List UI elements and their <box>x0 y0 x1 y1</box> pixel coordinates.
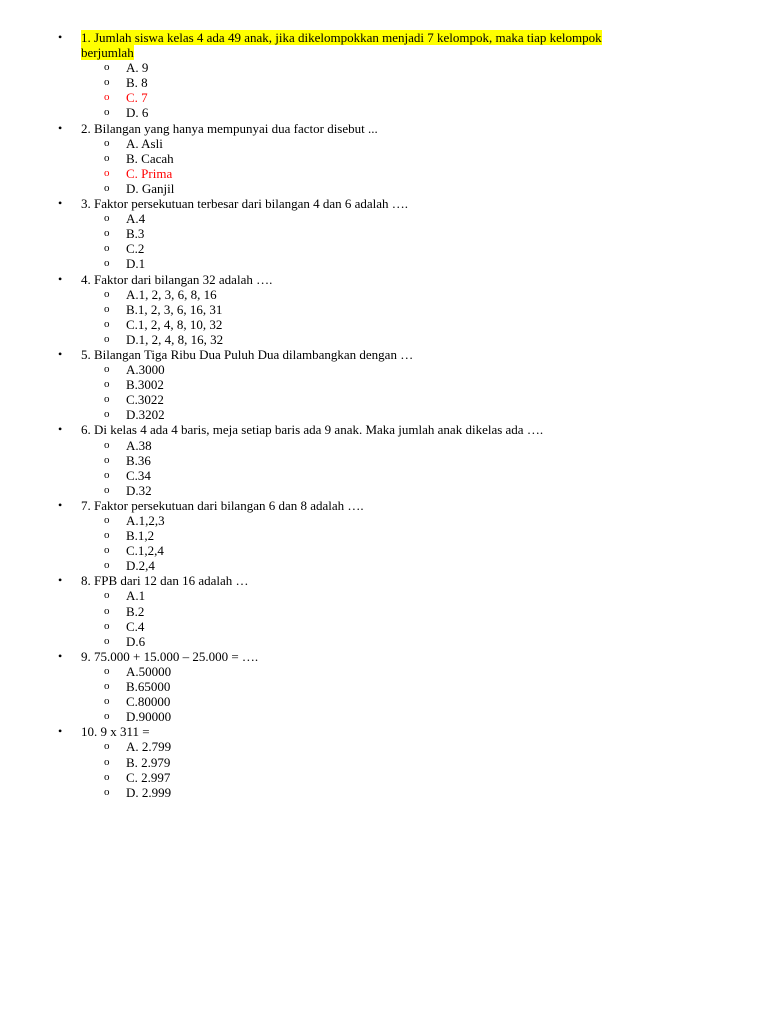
question-7 <box>58 498 698 573</box>
option-a <box>58 513 698 528</box>
option-text: D.1, 2, 4, 8, 16, 32 <box>126 331 224 347</box>
question-7-header <box>58 498 698 513</box>
option-c <box>58 619 698 634</box>
bullet-icon: • <box>58 422 63 437</box>
question-3-header <box>58 196 698 211</box>
option-b <box>58 302 698 317</box>
option-text: D.2,4 <box>126 558 155 574</box>
circle-bullet-icon: o <box>104 453 110 466</box>
question-1-text <box>81 30 698 60</box>
option-b <box>58 226 698 241</box>
option-c <box>58 770 698 785</box>
option-b <box>58 377 698 392</box>
bullet-icon: • <box>58 120 63 135</box>
option-c <box>58 468 698 483</box>
circle-bullet-icon: o <box>104 619 110 632</box>
option-b <box>58 679 698 694</box>
bullet-icon: • <box>58 573 63 588</box>
circle-bullet-icon: o <box>104 363 110 376</box>
circle-bullet-icon: o <box>104 664 110 677</box>
option-text: A.38 <box>126 437 152 453</box>
circle-bullet-icon: o <box>104 544 110 557</box>
circle-bullet-icon: o <box>104 378 110 391</box>
option-text: A. Asli <box>126 135 163 151</box>
circle-bullet-icon: o <box>104 302 110 315</box>
option-text: D.1 <box>126 256 146 272</box>
circle-bullet-icon: o <box>104 242 110 255</box>
bullet-icon: • <box>58 196 63 211</box>
option-c <box>58 317 698 332</box>
option-text: B.3 <box>126 226 145 242</box>
option-text: B.1,2 <box>126 528 155 544</box>
option-text: B.65000 <box>126 679 171 695</box>
option-d <box>58 558 698 573</box>
option-d <box>58 634 698 649</box>
circle-bullet-icon: o <box>104 589 110 602</box>
circle-bullet-icon: o <box>104 634 110 647</box>
option-d <box>58 256 698 271</box>
option-b <box>58 453 698 468</box>
bullet-icon: • <box>58 648 63 663</box>
bullet-icon: • <box>58 346 63 361</box>
option-text: C.80000 <box>126 694 171 710</box>
question-8 <box>58 573 698 648</box>
question-3 <box>58 196 698 271</box>
circle-bullet-icon: o <box>104 468 110 481</box>
option-text: A.1, 2, 3, 6, 8, 16 <box>126 286 217 302</box>
bullet-icon: • <box>58 724 63 739</box>
circle-bullet-icon: o <box>104 710 110 723</box>
bullet-icon: • <box>58 271 63 286</box>
option-text: C. Prima <box>126 165 173 181</box>
option-b <box>58 755 698 770</box>
circle-bullet-icon: o <box>104 514 110 526</box>
option-text: C.3022 <box>126 392 164 408</box>
option-text: A.50000 <box>126 663 172 679</box>
option-text: C. 7 <box>126 90 148 106</box>
question-5-text: 5. Bilangan Tiga Ribu Dua Puluh Dua dilambangkan dengan … <box>81 346 414 362</box>
circle-bullet-icon: o <box>104 166 110 179</box>
option-c <box>58 241 698 256</box>
option-text: D. 6 <box>126 105 149 121</box>
circle-bullet-icon: o <box>104 332 110 345</box>
question-9 <box>58 649 698 724</box>
option-text: B. 8 <box>126 75 148 91</box>
question-9-text: 9. 75.000 + 15.000 – 25.000 = …. <box>81 648 259 664</box>
option-text: D.32 <box>126 482 152 498</box>
option-a <box>58 362 698 377</box>
question-8-header <box>58 573 698 588</box>
option-b <box>58 75 698 90</box>
circle-bullet-icon: o <box>104 483 110 496</box>
option-a <box>58 664 698 679</box>
option-a <box>58 287 698 302</box>
option-a <box>58 136 698 151</box>
option-text: A. 9 <box>126 60 149 76</box>
circle-bullet-icon: o <box>104 529 110 542</box>
circle-bullet-icon: o <box>104 695 110 708</box>
circle-bullet-icon: o <box>104 559 110 572</box>
circle-bullet-icon: o <box>104 76 110 89</box>
option-b <box>58 528 698 543</box>
question-2 <box>58 121 698 196</box>
question-1-header <box>58 30 698 60</box>
option-a <box>58 739 698 754</box>
circle-bullet-icon: o <box>104 604 110 617</box>
option-text: C.1, 2, 4, 8, 10, 32 <box>126 316 223 332</box>
circle-bullet-icon: o <box>104 755 110 768</box>
circle-bullet-icon: o <box>104 212 110 225</box>
question-list <box>58 30 698 800</box>
option-text: D.3202 <box>126 407 165 423</box>
question-10-text: 10. 9 x 311 = <box>81 724 150 740</box>
option-d <box>58 709 698 724</box>
question-2-header <box>58 121 698 136</box>
question-4 <box>58 272 698 347</box>
circle-bullet-icon: o <box>104 438 110 451</box>
option-text: A.1 <box>126 588 146 604</box>
question-8-text: 8. FPB dari 12 dan 16 adalah … <box>81 573 249 589</box>
option-text: C.1,2,4 <box>126 543 164 559</box>
question-6-text: 6. Di kelas 4 ada 4 baris, meja setiap baris ada 9 anak. Maka jumlah anak dikelas ada …. <box>81 422 544 438</box>
option-b <box>58 604 698 619</box>
question-text-line: 1. Jumlah siswa kelas 4 ada 49 anak, jika dikelompokkan menjadi 7 kelompok, maka tiap kelompok <box>81 30 602 45</box>
option-text: A. 2.799 <box>126 739 172 755</box>
question-4-header <box>58 272 698 287</box>
bullet-icon: • <box>58 30 63 44</box>
circle-bullet-icon: o <box>104 680 110 693</box>
question-9-header <box>58 649 698 664</box>
option-text: B. Cacah <box>126 150 174 166</box>
circle-bullet-icon: o <box>104 227 110 240</box>
circle-bullet-icon: o <box>104 393 110 406</box>
question-10 <box>58 724 698 799</box>
circle-bullet-icon: o <box>104 257 110 270</box>
option-text: C.34 <box>126 467 151 483</box>
question-text-line: berjumlah <box>81 45 134 61</box>
option-d <box>58 785 698 800</box>
option-text: C.2 <box>126 241 145 257</box>
option-d <box>58 483 698 498</box>
option-d <box>58 181 698 196</box>
question-3-text: 3. Faktor persekutuan terbesar dari bilangan 4 dan 6 adalah …. <box>81 196 409 212</box>
circle-bullet-icon: o <box>104 136 110 149</box>
option-c-correct <box>58 90 698 105</box>
option-text: A.3000 <box>126 362 165 378</box>
option-text: B.2 <box>126 603 145 619</box>
option-text: D. 2.999 <box>126 784 172 800</box>
option-c-correct <box>58 166 698 181</box>
bullet-icon: • <box>58 497 63 512</box>
option-a <box>58 211 698 226</box>
option-text: A.1,2,3 <box>126 513 165 528</box>
circle-bullet-icon: o <box>104 287 110 300</box>
circle-bullet-icon: o <box>104 317 110 330</box>
option-c <box>58 694 698 709</box>
option-text: D. Ganjil <box>126 180 175 196</box>
option-a <box>58 60 698 75</box>
option-b <box>58 151 698 166</box>
question-1 <box>58 30 698 121</box>
question-6-header <box>58 422 698 437</box>
option-text: D.6 <box>126 633 146 649</box>
circle-bullet-icon: o <box>104 770 110 783</box>
option-text: D.90000 <box>126 709 172 725</box>
circle-bullet-icon: o <box>104 408 110 421</box>
circle-bullet-icon: o <box>104 91 110 104</box>
question-4-text: 4. Faktor dari bilangan 32 adalah …. <box>81 271 273 287</box>
option-a <box>58 588 698 603</box>
option-text: B.3002 <box>126 377 164 393</box>
option-text: C.4 <box>126 618 145 634</box>
question-6 <box>58 422 698 497</box>
question-10-header <box>58 724 698 739</box>
question-2-text: 2. Bilangan yang hanya mempunyai dua factor disebut ... <box>81 120 378 136</box>
circle-bullet-icon: o <box>104 785 110 798</box>
option-c <box>58 392 698 407</box>
option-text: C. 2.997 <box>126 769 171 785</box>
question-7-text: 7. Faktor persekutuan dari bilangan 6 dan 8 adalah …. <box>81 497 364 513</box>
option-c <box>58 543 698 558</box>
circle-bullet-icon: o <box>104 151 110 164</box>
circle-bullet-icon: o <box>104 181 110 194</box>
circle-bullet-icon: o <box>104 61 110 74</box>
question-5 <box>58 347 698 422</box>
option-text: B.36 <box>126 452 151 468</box>
circle-bullet-icon: o <box>104 740 110 753</box>
question-5-header <box>58 347 698 362</box>
option-a <box>58 438 698 453</box>
option-d <box>58 407 698 422</box>
option-d <box>58 332 698 347</box>
option-text: A.4 <box>126 211 146 227</box>
option-d <box>58 105 698 120</box>
circle-bullet-icon: o <box>104 106 110 119</box>
option-text: B.1, 2, 3, 6, 16, 31 <box>126 301 223 317</box>
option-text: B. 2.979 <box>126 754 171 770</box>
